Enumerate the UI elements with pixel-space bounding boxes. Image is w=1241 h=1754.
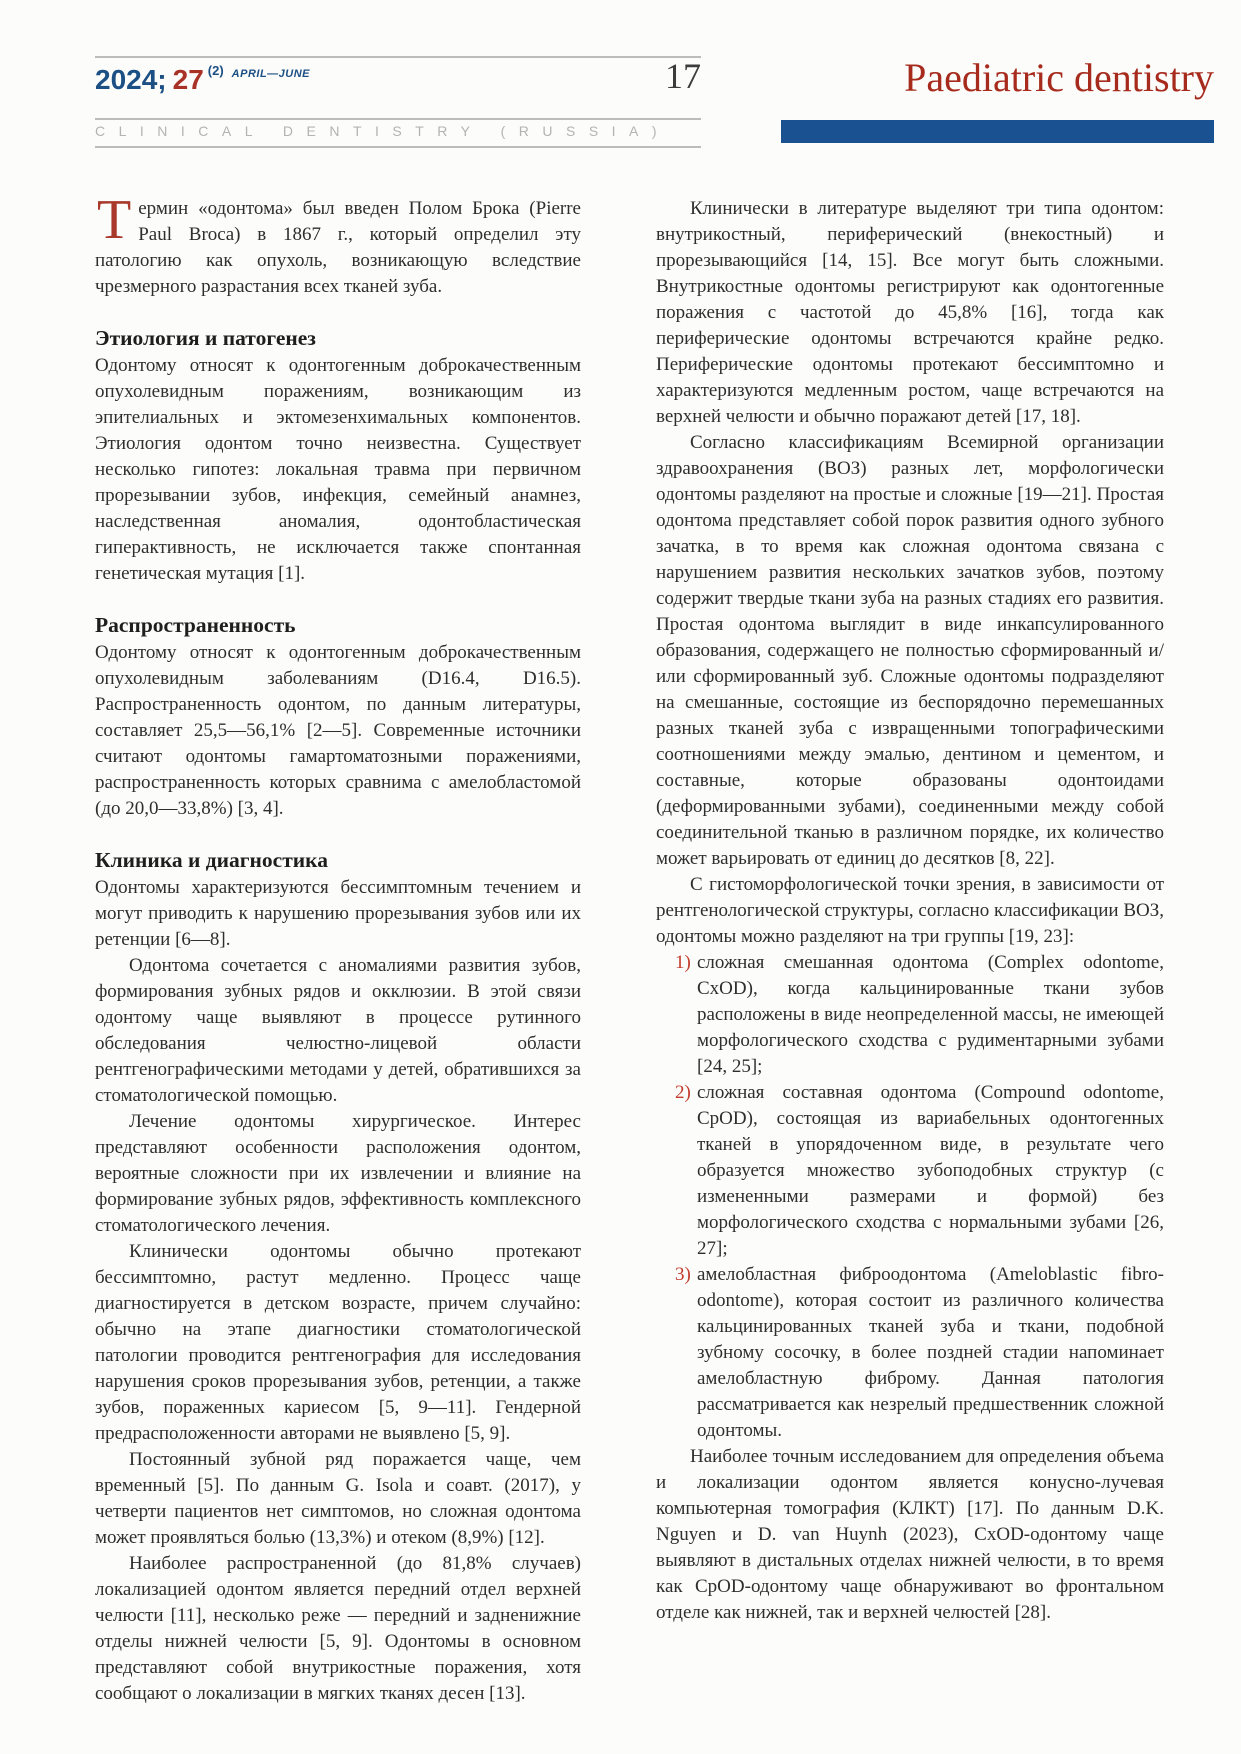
list-item-number: 1) <box>675 952 691 973</box>
list-item-number: 3) <box>675 1264 691 1285</box>
left-column <box>95 189 581 1707</box>
body-paragraph: Постоянный зубной ряд поражается чаще, чем временный [5]. По данным G. Isola и соавт. (2017), у четверти пациентов нет симптомов, но сложная одонтома может проявляться болью (13,3%) и отеком (8,9%) [12]. <box>95 1449 581 1548</box>
body-paragraph: Одонтому относят к одонтогенным доброкачественным опухолевидным заболеваниям (D16.4, D16.5). Распространенность одонтом, по данным литературы, составляет 25,5—56,1% [2—5]. Современные источники считают одонтомы гамартоматозными поражениями, распространенность которых сравнима с амелобластомой (до 20,0—33,8%) [3, 4]. <box>95 642 581 819</box>
issue-months: APRIL—JUNE <box>231 68 311 80</box>
section-title: Paediatric dentistry <box>904 55 1214 100</box>
list-item <box>656 1262 1164 1444</box>
list-item-text: амелобластная фиброодонтома (Ameloblastic fibro-odontome), которая состоит из различного количества кальцинированных тканей зуба и ткани, подобной зубному сосочку, в более поздней стадии напоминает амелобластную фиброму. Данная патология рассматривается как незрелый предшественник сложной одонтомы. <box>697 1264 1164 1441</box>
body-paragraph: Термин «одонтома» был введен Полом Брока (Pierre Paul Broca) в 1867 г., который определил эту патологию как опухоль, возникающую вследствие чрезмерного разрастания всех тканей зуба. <box>95 189 581 297</box>
body-paragraph: Согласно классификациям Всемирной организации здравоохранения (ВОЗ) разных лет, морфологически одонтомы разделяют на простые и сложные [19—21]. Простая одонтома представляет собой порок развития одного зубного зачатка, в то время как сложная одонтома связана с нарушением развития нескольких зачатков зубов, поэтому содержит твердые ткани зуба на разных стадиях его развития. Простая одонтома выглядит в виде инкапсулированного образования, содержащего не полностью сформированный и/или сформированный зуб. Сложные одонтомы подразделяют на смешанные, состоящие из беспорядочно перемешанных разных тканей зуба с извращенными топографическими соотношениями между эмалью, дентином и цементом, и составные, которые образованы одонтоидами (деформированными зубами), соединенными между собой соединительной тканью в различном порядке, их количество может варьировать от единиц до десятков [8, 22]. <box>656 432 1164 869</box>
body-paragraph: Лечение одонтомы хирургическое. Интерес представляют особенности расположения одонтом, вероятные сложности при их извлечении и влияние на формирование зубных рядов, эффективность комплексного стоматологического лечения. <box>95 1111 581 1236</box>
body-paragraph: Клинически в литературе выделяют три типа одонтом: внутрикостный, периферический (внекостный) и прорезывающийся [14, 15]. Все могут быть сложными. Внутрикостные одонтомы регистрируют как одонтогенные поражения с частотой до 45,8% [16], тогда как периферические одонтомы встречаются крайне редко. Периферические одонтомы протекают бессимптомно и характеризуются медленным ростом, чаще встречаются на верхней челюсти и обычно поражают детей [17, 18]. <box>656 198 1164 427</box>
section-heading: Клиника и диагностика <box>95 848 328 872</box>
body-paragraph: Одонтомы характеризуются бессимптомным течением и могут приводить к нарушению прорезывания зубов или их ретенции [6—8]. <box>95 877 581 950</box>
body-paragraph: Одонтома сочетается с аномалиями развития зубов, формирования зубных рядов и окклюзии. В этой связи одонтому чаще выявляют в процессе рутинного обследования челюстно-лицевой области рентгенографическими методами у детей, обратившихся за стоматологической помощью. <box>95 955 581 1106</box>
body-paragraph: Наиболее распространенной (до 81,8% случаев) локализацией одонтом является передний отдел верхней челюсти [11], несколько реже — передний и задненижние отделы нижней челюсти [5, 9]. Одонтомы в основном представляют собой внутрикостные поражения, хотя сообщают о локализации в мягких тканях десен [13]. <box>95 1553 581 1704</box>
body-paragraph: С гистоморфологической точки зрения, в зависимости от рентгенологической структуры, согласно классификации ВОЗ, одонтомы можно разделяют на три группы [19, 23]: <box>656 874 1164 947</box>
issue-volume: 27 <box>172 64 204 95</box>
right-column <box>656 196 1164 1626</box>
issue-number: (2) <box>207 63 224 78</box>
body-paragraph: Одонтому относят к одонтогенным доброкачественным опухолевидным поражениям, возникающим из эпителиальных и эктомезенхимальных компонентов. Этиология одонтом точно неизвестна. Существует несколько гипотез: локальная травма при первичном прорезывании зубов, инфекция, семейный анамнез, наследственная аномалия, одонтобластическая гиперактивность, не исключается также спонтанная генетическая мутация [1]. <box>95 355 581 584</box>
section-heading: Распространенность <box>95 613 296 637</box>
header-rule-bottom <box>95 146 701 148</box>
section-title-bar <box>781 120 1214 143</box>
header-rule-middle <box>95 118 701 120</box>
body-paragraph: Клинически одонтомы обычно протекают бессимптомно, растут медленно. Процесс чаще диагностируется в детском возрасте, причем случайно: обычно на этапе диагностики стоматологической патологии проводится рентгенография для исследования нарушения сроков прорезывания зубов, ретенции, а также зубов, пораженных кариесом [5, 9—11]. Гендерной предрасположенности авторами не выявлено [5, 9]. <box>95 1241 581 1444</box>
page-number: 17 <box>665 56 701 96</box>
dropcap-letter: Т <box>97 189 132 251</box>
list-item <box>656 950 1164 1080</box>
issue-year: 2024; <box>95 64 167 95</box>
section-heading: Этиология и патогенез <box>95 326 316 350</box>
list-item <box>656 1080 1164 1262</box>
list-item-text: сложная смешанная одонтома (Complex odontome, CxOD), когда кальцинированные ткани зубов расположены в виде неопределенной массы, не имеющей морфологического сходства с рудиментарными зубами [24, 25]; <box>697 952 1164 1077</box>
body-paragraph: Наиболее точным исследованием для определения объема и локализации одонтом является конусно-лучевая компьютерная томография (КЛКТ) [17]. По данным D.K. Nguyen и D. van Huynh (2023), CxOD-одонтому чаще выявляют в дистальных отделах нижней челюсти, в то время как CpOD-одонтому чаще обнаруживают во фронтальном отделе как нижней, так и верхней челюстей [28]. <box>656 1446 1164 1623</box>
list-item-text: сложная составная одонтома (Compound odontome, CpOD), состоящая из вариабельных одонтогенных тканей в упорядоченном виде, в результате чего образуется множество зубоподобных структур (с измененными размерами и формой) без морфологического сходства с нормальными зубами [26, 27]; <box>697 1082 1164 1259</box>
journal-name: CLINICAL DENTISTRY (RUSSIA) <box>95 123 671 139</box>
list-item-number: 2) <box>675 1082 691 1103</box>
